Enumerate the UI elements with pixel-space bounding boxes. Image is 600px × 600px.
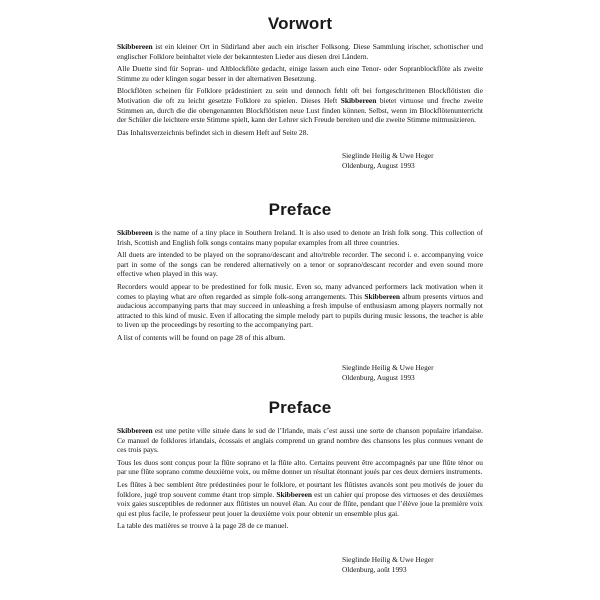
paragraph-text: album presents virtuos and audacious accompanying parts that may succeed in unleashing a fresh impulse of enthusiasm among players normally not attracted to this kind of music. Even if allocating the simple melody part to pupils during music lessons, the teacher is able to liven up the proceedings by resorting to the accompanying part.	[117, 291, 483, 330]
paragraph-text: La table des matières se trouve à la page 28 de ce manuel.	[117, 521, 289, 531]
lead-bold-word: Skibbereen	[117, 426, 153, 435]
signature-authors: Sieglinde Heilig & Uwe Heger	[342, 363, 434, 372]
signature-block	[342, 151, 434, 170]
signature-place-date: Oldenburg, August 1993	[342, 372, 415, 382]
paragraph-text: Les flûtes à bec semblent être prédestinées pour le folklore, et pourtant les flûtistes avancés sont peu motivés de jouer du folklore, jugé trop souvent comme étant trop simple.	[117, 479, 483, 499]
section-title: Vorwort	[267, 14, 333, 33]
inline-bold-word: Skibbereen	[276, 489, 312, 499]
paragraph	[117, 426, 483, 455]
signature-place-date: Oldenburg, août 1993	[342, 564, 407, 574]
section-preface-english	[117, 200, 483, 382]
paragraph	[117, 64, 483, 83]
paragraph	[117, 250, 483, 279]
lead-bold-word: Skibbereen	[117, 42, 153, 51]
paragraph-text: ist ein kleiner Ort in Südirland aber auch ein irischer Folksong. Diese Sammlung irischer, schottischer und englischer Folklore beinhaltet viele der bekanntesten Lieder aus diesen drei Ländern.	[117, 42, 483, 61]
paragraph-text: Das Inhaltsverzeichnis befindet sich in diesem Heft auf Seite 28.	[117, 127, 309, 137]
paragraph	[117, 282, 483, 330]
paragraph-text: Alle Duette sind für Sopran- und Altblockflöte gedacht, einige lassen auch eine Tenor- oder Sopranblockflöte als zweite Stimme zu oder klingen sogar besser in der alternativen Besetzung.	[117, 64, 483, 83]
section-vorwort	[117, 14, 484, 170]
paragraph-text: est un cahier qui propose des virtuoses et des deuxièmes voix gaies susceptibles de redonner aux flûtistes un nouvel élan. Au cour de flûte, pendant que l’élève joue la première voix qui est plus facile, le professeur peut jouer la deuxième voix pour obtenir un ensemble plus gai.	[117, 489, 483, 518]
paragraph	[117, 333, 483, 343]
signature-block	[342, 363, 434, 382]
paragraph	[117, 42, 483, 61]
signature-authors: Sieglinde Heilig & Uwe Heger	[342, 151, 434, 160]
paragraph	[117, 458, 483, 477]
paragraph-text: A list of contents will be found on page 28 of this album.	[117, 332, 286, 342]
paragraph	[117, 86, 483, 124]
paragraph-text: Blockflöten scheinen für Folklore prädestiniert zu sein und dennoch fehlt oft bei fortgeschrittenen Blockflötisten die Motivation die oft zu leicht gesetzte Folklore zu spielen. Dieses Heft	[117, 86, 483, 105]
paragraph-text: bietet virtuose und freche zweite Stimmen an, durch die die obengenannten Blockflötisten neue Lust finden können. Selbst, wenn im Blockflötenunterricht der Schüler die leichtere erste Stimme spielt, kann der Lehrer sich Freude bereiten und die zweite Stimme mitmusizieren.	[117, 95, 484, 125]
section-title: Preface	[268, 398, 332, 417]
lead-bold-word: Skibbereen	[117, 228, 153, 237]
paragraph-text: Recorders would appear to be predestined for folk music. Even so, many advanced performers lack motivation when it comes to playing what are often regarded as simple folk-song arrangements. This	[117, 281, 483, 301]
section-title: Preface	[268, 200, 332, 219]
paragraph-text: All duets are intended to be played on the soprano/descant and alto/treble recorder. The second i. e. accompanying voice part in some of the songs can be rendered alternatively on a tenor or soprano/descant recorder and even sound more effective when played in this way.	[117, 250, 483, 279]
inline-bold-word: Skibbereen	[340, 95, 377, 105]
paragraph	[117, 521, 483, 531]
paragraph	[117, 480, 483, 518]
paragraph-text: Tous les duos sont conçus pour la flûte soprano et la flûte alto. Certains peuvent être accompagnés par une flûte ténor ou par une flûte soprano comme deuxième voix, ou même donner un résultat étonnant joués par ces deux derniers instruments.	[117, 457, 483, 477]
signature-authors: Sieglinde Heilig & Uwe Heger	[342, 555, 434, 564]
paragraph-text: is the name of a tiny place in Southern Ireland. It is also used to denote an Irish folk song. This collection of Irish, Scottish and English folk songs contains many popular examples from all three countries.	[117, 228, 483, 247]
signature-place-date: Oldenburg, August 1993	[342, 160, 415, 170]
paragraph	[117, 228, 483, 247]
paragraph-text: est une petite ville située dans le sud de l’Irlande, mais c’est aussi une sorte de chanson populaire irlandaise. Ce manuel de folklores irlandais, écossais et anglais comprend un grand nombre des chansons les plus connues venant de ces trois pays.	[117, 426, 483, 455]
paragraph	[117, 128, 483, 138]
section-preface-french	[117, 398, 483, 574]
signature-block	[342, 555, 434, 574]
inline-bold-word: Skibbereen	[364, 291, 400, 301]
